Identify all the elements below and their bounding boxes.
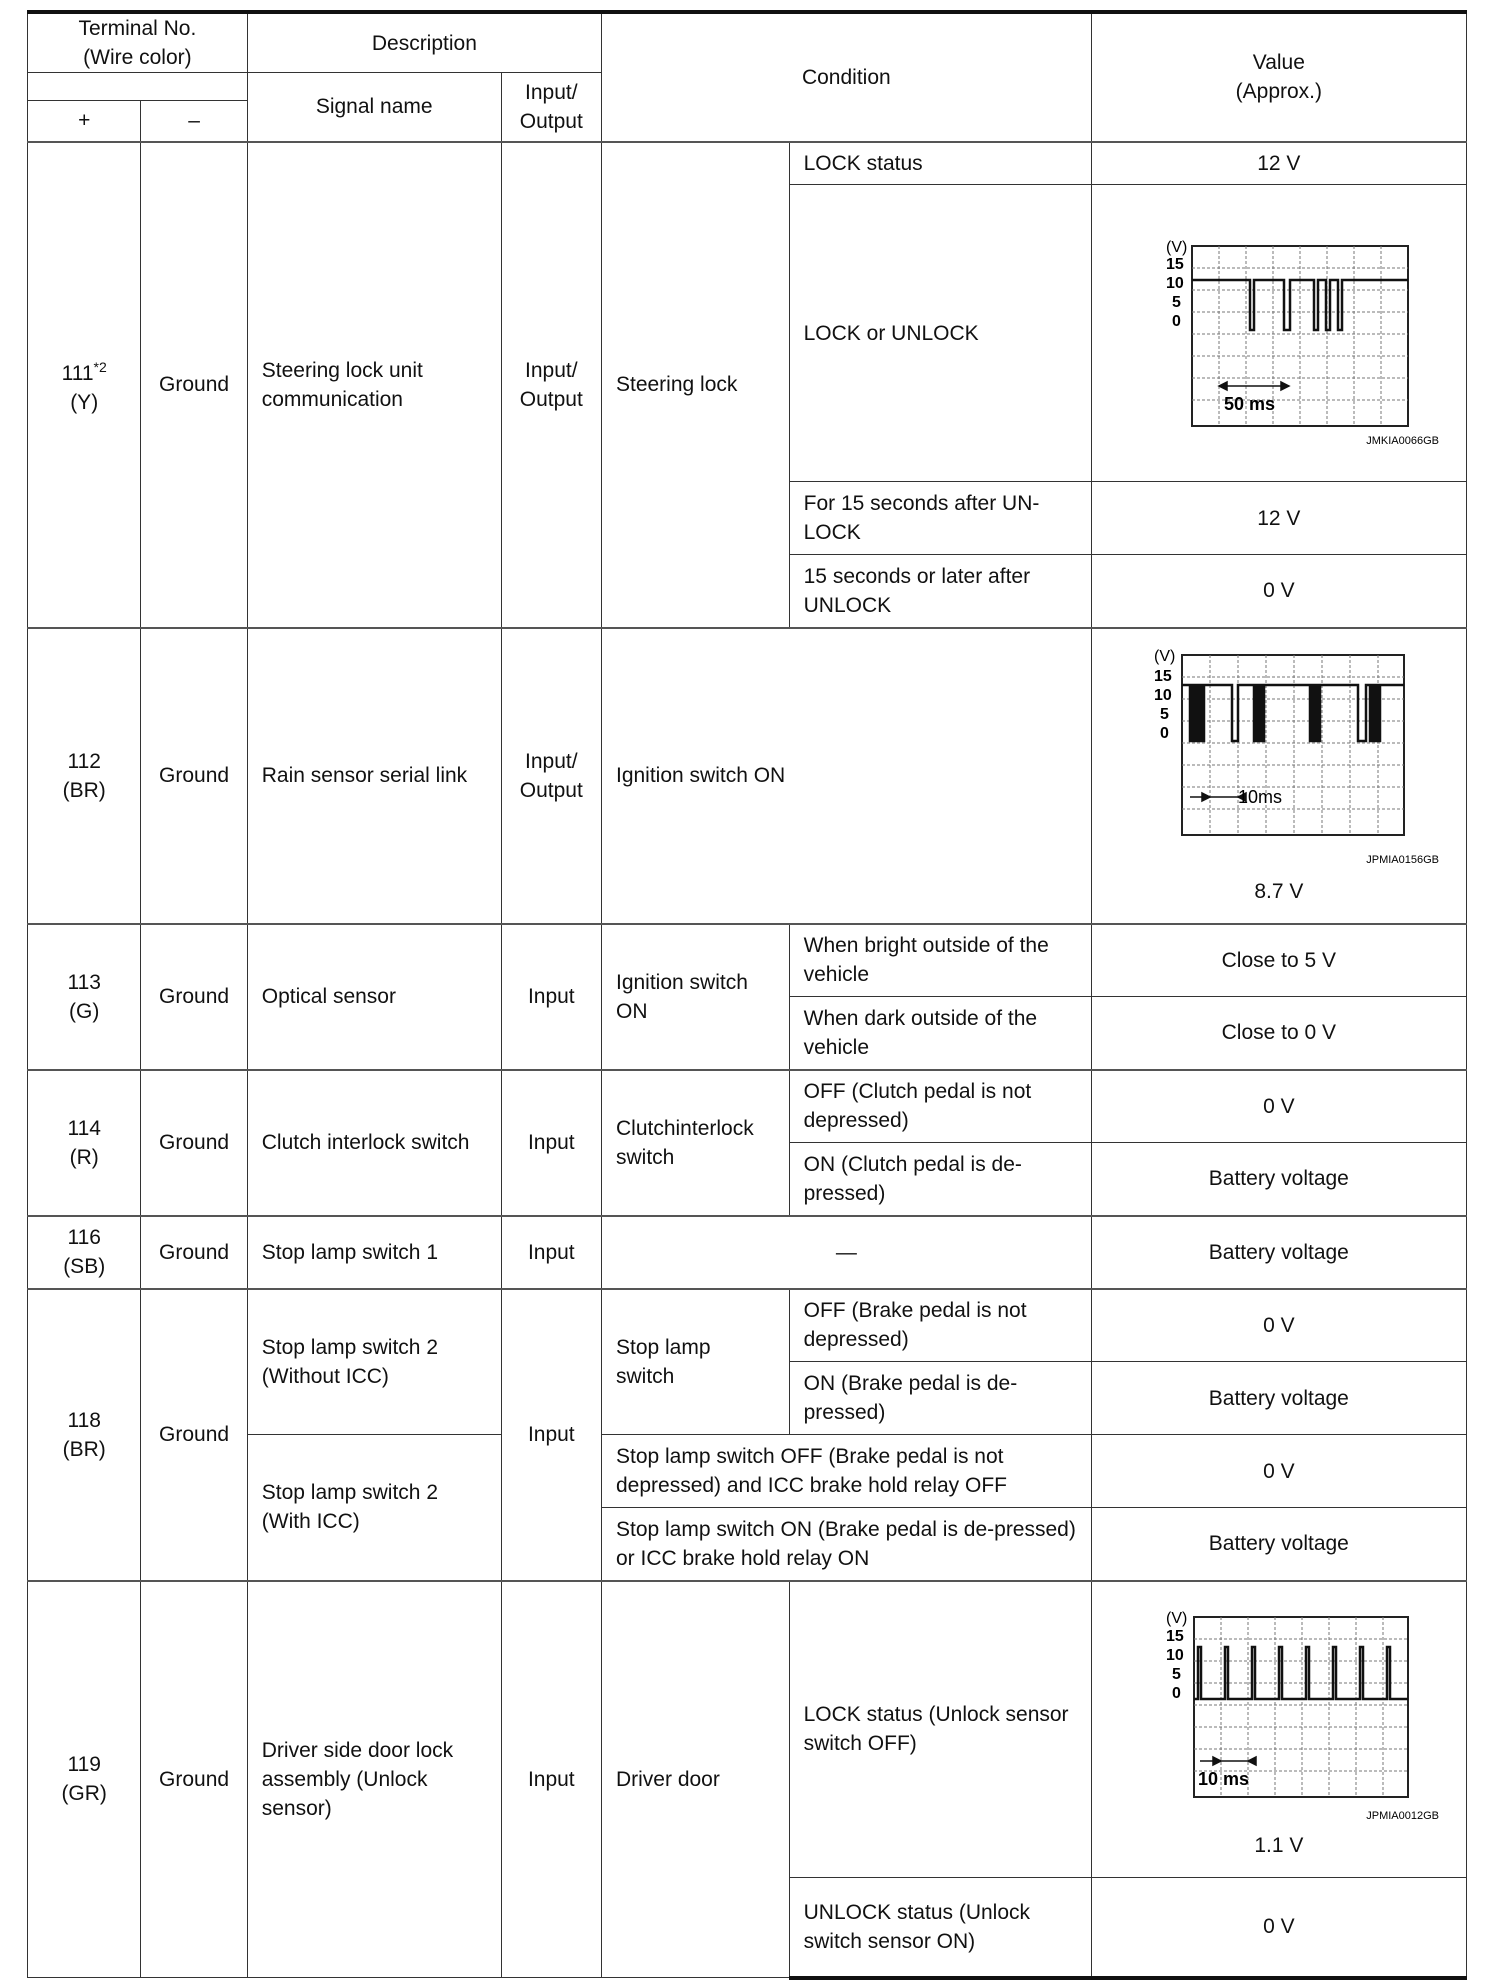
signal-112: Rain sensor serial link bbox=[247, 628, 501, 924]
terminal-118: 118 (BR) bbox=[28, 1289, 141, 1581]
condition-header: Condition bbox=[601, 12, 1091, 142]
terminal-116: 116 (SB) bbox=[28, 1216, 141, 1289]
condition-111: Steering lock bbox=[601, 142, 789, 628]
wave-trace bbox=[1194, 1647, 1408, 1699]
io-116: Input bbox=[501, 1216, 601, 1289]
io-112: Input/ Output bbox=[501, 628, 601, 924]
terminal-112: 112 (BR) bbox=[28, 628, 141, 924]
wave-v-label: (V) bbox=[1165, 239, 1188, 256]
ground-113: Ground bbox=[141, 924, 247, 1070]
signal-116: Stop lamp switch 1 bbox=[247, 1216, 501, 1289]
ground-119: Ground bbox=[141, 1581, 247, 1978]
value-118-on: Battery voltage bbox=[1091, 1362, 1466, 1435]
subcond-111-15s-later: 15 seconds or later after UNLOCK bbox=[789, 555, 1091, 628]
value-118-icc-off: 0 V bbox=[1091, 1435, 1466, 1508]
value-112 bbox=[1091, 628, 1466, 924]
wave-code: JPMIA0156GB bbox=[1366, 854, 1439, 866]
wave-code: JMKIA0066GB bbox=[1366, 435, 1439, 447]
terminal-114: 114 (R) bbox=[28, 1070, 141, 1216]
value-111-15s-later: 0 V bbox=[1091, 555, 1466, 628]
terminal-113: 113 (G) bbox=[28, 924, 141, 1070]
value-114-off: 0 V bbox=[1091, 1070, 1466, 1143]
subcond-119-lock: LOCK status (Unlock sensor switch OFF) bbox=[789, 1581, 1091, 1878]
terminal-no-header: Terminal No. (Wire color) bbox=[28, 12, 248, 73]
condition-112: Ignition switch ON bbox=[601, 628, 1091, 924]
signal-113: Optical sensor bbox=[247, 924, 501, 1070]
condition-118-icc-on: Stop lamp switch ON (Brake pedal is de-pressed) or ICC brake hold relay ON bbox=[601, 1508, 1091, 1581]
wave-y0: 0 bbox=[1171, 1684, 1181, 1702]
io-118: Input bbox=[501, 1289, 601, 1581]
terminal-111: 111$^{*2}$ (Y) bbox=[28, 142, 141, 628]
value-114-on: Battery voltage bbox=[1091, 1143, 1466, 1216]
value-118-icc-on: Battery voltage bbox=[1091, 1508, 1466, 1581]
ground-111: Ground bbox=[141, 142, 247, 628]
ground-112: Ground bbox=[141, 628, 247, 924]
ground-114: Ground bbox=[141, 1070, 247, 1216]
wave-y5: 5 bbox=[1171, 1665, 1181, 1683]
wave-v-label: (V) bbox=[1165, 1609, 1188, 1627]
wave-time-label: 50 ms bbox=[1223, 394, 1275, 414]
wave-trace bbox=[1182, 685, 1404, 741]
value-112-text: 8.7 V bbox=[1254, 880, 1304, 903]
waveform-112-chart bbox=[1114, 645, 1444, 875]
signal-118-without-icc: Stop lamp switch 2 (Without ICC) bbox=[247, 1289, 501, 1435]
io-113: Input bbox=[501, 924, 601, 1070]
description-header: Description bbox=[247, 12, 601, 73]
signal-114: Clutch interlock switch bbox=[247, 1070, 501, 1216]
minus-header: – bbox=[141, 101, 247, 142]
wave-grid bbox=[1182, 655, 1404, 835]
value-111-waveform bbox=[1091, 185, 1466, 482]
wave-y15: 15 bbox=[1153, 668, 1172, 685]
value-119-lock bbox=[1091, 1581, 1466, 1878]
wave-y5: 5 bbox=[1171, 294, 1181, 311]
io-111: Input/ Output bbox=[501, 142, 601, 628]
wave-time-label: 10ms bbox=[1237, 787, 1282, 807]
condition-113: Ignition switch ON bbox=[601, 924, 789, 1070]
subcond-113-dark: When dark outside of the vehicle bbox=[789, 997, 1091, 1070]
wave-y0: 0 bbox=[1159, 725, 1169, 742]
wave-code: JPMIA0012GB bbox=[1366, 1809, 1439, 1822]
subcond-118-off: OFF (Brake pedal is not depressed) bbox=[789, 1289, 1091, 1362]
condition-118-stop-lamp: Stop lamp switch bbox=[601, 1289, 789, 1435]
wave-y5: 5 bbox=[1159, 706, 1169, 723]
subcond-118-on: ON (Brake pedal is de-pressed) bbox=[789, 1362, 1091, 1435]
subcond-114-on: ON (Clutch pedal is de-pressed) bbox=[789, 1143, 1091, 1216]
value-116: Battery voltage bbox=[1091, 1216, 1466, 1289]
wave-v-label: (V) bbox=[1153, 648, 1176, 665]
terminal-spec-table bbox=[27, 10, 1467, 1980]
wave-y10: 10 bbox=[1165, 1646, 1184, 1664]
value-header: Value (Approx.) bbox=[1091, 12, 1466, 142]
condition-118-icc-off: Stop lamp switch OFF (Brake pedal is not depressed) and ICC brake hold relay OFF bbox=[601, 1435, 1091, 1508]
waveform-111-chart bbox=[1114, 218, 1444, 448]
value-111-lock: 12 V bbox=[1091, 142, 1466, 185]
io-119: Input bbox=[501, 1581, 601, 1978]
wave-time-label: 10 ms bbox=[1197, 1768, 1249, 1789]
subcond-119-unlock: UNLOCK status (Unlock switch sensor ON) bbox=[789, 1878, 1091, 1978]
subcond-111-15s-after: For 15 seconds after UN-LOCK bbox=[789, 482, 1091, 555]
input-output-header: Input/ Output bbox=[501, 73, 601, 142]
wave-time-marker bbox=[1219, 382, 1289, 390]
wave-y10: 10 bbox=[1165, 275, 1184, 292]
wave-y15: 15 bbox=[1165, 256, 1184, 273]
signal-111: Steering lock unit communication bbox=[247, 142, 501, 628]
value-111-15s-after: 12 V bbox=[1091, 482, 1466, 555]
waveform-119-chart bbox=[1114, 1599, 1444, 1829]
wave-grid-frame bbox=[1182, 655, 1404, 835]
io-114: Input bbox=[501, 1070, 601, 1216]
subcond-114-off: OFF (Clutch pedal is not depressed) bbox=[789, 1070, 1091, 1143]
value-119-lock-text: 1.1 V bbox=[1254, 1833, 1304, 1857]
condition-116: — bbox=[601, 1216, 1091, 1289]
wave-y0: 0 bbox=[1171, 313, 1181, 330]
terminal-119: 119 (GR) bbox=[28, 1581, 141, 1978]
condition-114: Clutchinterlock switch bbox=[601, 1070, 789, 1216]
value-113-dark: Close to 0 V bbox=[1091, 997, 1466, 1070]
subcond-113-bright: When bright outside of the vehicle bbox=[789, 924, 1091, 997]
ground-116: Ground bbox=[141, 1216, 247, 1289]
value-113-bright: Close to 5 V bbox=[1091, 924, 1466, 997]
wave-y15: 15 bbox=[1165, 1627, 1184, 1645]
wave-y10: 10 bbox=[1153, 687, 1172, 704]
signal-118-with-icc: Stop lamp switch 2 (With ICC) bbox=[247, 1435, 501, 1581]
signal-119: Driver side door lock assembly (Unlock sensor) bbox=[247, 1581, 501, 1978]
subcond-111-lock: LOCK status bbox=[789, 142, 1091, 185]
value-118-off: 0 V bbox=[1091, 1289, 1466, 1362]
condition-119: Driver door bbox=[601, 1581, 789, 1978]
value-119-unlock: 0 V bbox=[1091, 1878, 1466, 1978]
plus-header: + bbox=[28, 101, 141, 142]
signal-name-header: Signal name bbox=[247, 73, 501, 142]
ground-118: Ground bbox=[141, 1289, 247, 1581]
subcond-111-lock-unlock: LOCK or UNLOCK bbox=[789, 185, 1091, 482]
